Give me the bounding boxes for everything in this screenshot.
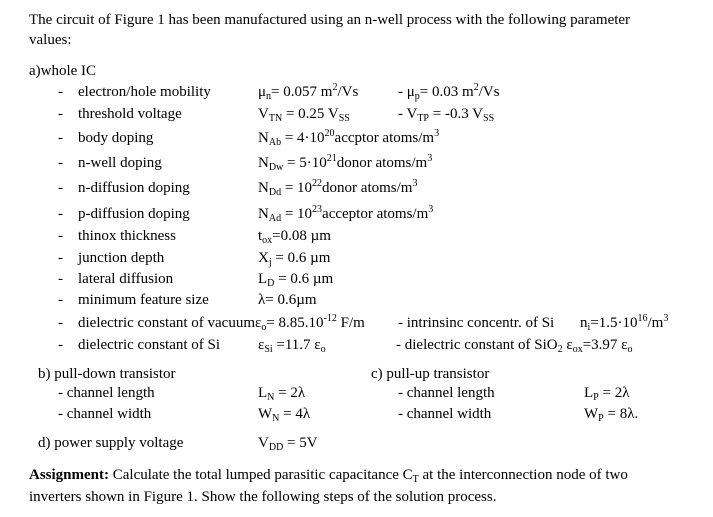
text-segment: V (258, 435, 269, 451)
bullet-dash: - (58, 206, 63, 222)
text-segment: μ (258, 84, 267, 100)
text-segment: = 0.6 µm (274, 271, 334, 287)
text-segment: ε (255, 315, 262, 331)
text-segment: N (258, 206, 269, 222)
text-segment: = 5·10 (283, 155, 327, 171)
text-segment: Calculate the total lumped parasitic capacitance C (109, 467, 413, 483)
text-segment: P (593, 392, 599, 403)
text-segment: = 8λ. (603, 406, 639, 422)
text-segment: L (258, 271, 268, 287)
param-value (258, 83, 358, 101)
text-segment: accptor atoms/m (334, 130, 435, 146)
text-segment: W (258, 406, 273, 422)
text-segment: Ad (268, 213, 282, 224)
text-segment: Dd (268, 187, 282, 198)
param-value-text (258, 155, 432, 171)
supply-voltage-value (258, 434, 318, 452)
pull-up-value (584, 384, 629, 402)
text-segment: =0.08 µm (272, 228, 331, 244)
param-value (258, 105, 350, 123)
pull-down-value (258, 405, 310, 423)
text-segment: 3 (412, 178, 418, 189)
text-segment: /Vs (478, 84, 500, 100)
param-extra-text (398, 84, 500, 100)
text-segment: = 0.6 µm (271, 250, 331, 266)
pull-up-label: - channel length (398, 385, 495, 401)
text-segment: F/m (336, 315, 365, 331)
pull-down-value (258, 384, 305, 402)
intro-line-1: The circuit of Figure 1 has been manufactured using an n-well process with the following parameter (29, 12, 631, 28)
text-segment: W (584, 406, 599, 422)
text-segment: = 0.057 m (271, 84, 333, 100)
pull-up-value-text (584, 406, 638, 422)
param-label (78, 314, 365, 332)
text-segment: 16 (637, 313, 648, 324)
text-segment: =11.7 ε (272, 337, 321, 353)
text-segment: = 8.85.10 (266, 315, 324, 331)
text-segment: 20 (324, 128, 335, 139)
param-label: body doping (78, 130, 154, 146)
text-segment: n (580, 315, 588, 331)
vacuum-value (255, 315, 365, 331)
text-segment: 3 (428, 204, 434, 215)
text-segment: = 0.03 m (419, 84, 474, 100)
param-value-text (258, 206, 433, 222)
bullet-dash: - (58, 250, 63, 266)
param-value-text (258, 271, 333, 287)
text-segment: = 4·10 (281, 130, 325, 146)
text-segment: = 4λ (279, 406, 311, 422)
text-segment: ox (262, 235, 273, 246)
si-value-text (258, 337, 326, 353)
text-segment: i (587, 322, 591, 333)
section-c-heading: c) pull-up transistor (371, 366, 490, 382)
text-segment: V (258, 106, 269, 122)
text-segment: L (584, 385, 594, 401)
text-segment: = 2λ (274, 385, 306, 401)
section-a-heading: a)whole IC (29, 63, 97, 79)
si-value (258, 336, 326, 354)
text-segment: ε (562, 337, 573, 353)
text-segment: acceptor atoms/m (322, 206, 429, 222)
bullet-dash: - (58, 337, 63, 353)
bullet-dash: - (58, 84, 63, 100)
intro-line-2: values: (29, 32, 72, 48)
sio2-value (558, 337, 633, 353)
text-segment: N (258, 180, 269, 196)
param-value (258, 205, 433, 223)
text-segment: Ab (268, 137, 282, 148)
text-segment: TN (268, 113, 283, 124)
vacuum-label: dielectric constant of vacuum (78, 315, 256, 331)
text-segment: SS (483, 113, 495, 124)
text-segment: X (258, 250, 269, 266)
assignment-line-1 (29, 466, 628, 484)
text-segment: 23 (312, 204, 323, 215)
param-value-text (258, 228, 331, 244)
param-label: thinox thickness (78, 228, 176, 244)
sio2-label-text: - dielectric constant of SiO (396, 337, 558, 353)
text-segment: Dw (268, 162, 284, 173)
text-segment: donor atoms/m (336, 155, 428, 171)
param-label: p-diffusion doping (78, 206, 190, 222)
param-value (258, 291, 317, 309)
text-segment: TP (417, 113, 429, 124)
text-segment: j (268, 257, 272, 268)
text-segment: P (598, 413, 604, 424)
text-segment: =1.5·10 (590, 315, 638, 331)
text-segment: 2 (473, 82, 479, 93)
text-segment: ox (572, 344, 583, 355)
bullet-dash: - (58, 155, 63, 171)
text-segment: SS (338, 113, 350, 124)
text-segment: 22 (312, 178, 323, 189)
sio2-label (396, 336, 632, 354)
text-segment: 21 (326, 153, 337, 164)
text-segment: /m (647, 315, 664, 331)
intrinsic-label: - intrinsinc concentr. of Si (398, 315, 555, 331)
text-segment: Si (264, 344, 273, 355)
param-value-text (258, 84, 358, 100)
text-segment: - V (398, 106, 418, 122)
param-extra-value (398, 83, 500, 101)
text-segment: at the interconnection node of two (418, 467, 628, 483)
param-value (258, 154, 432, 172)
text-segment: o (261, 322, 267, 333)
text-segment: 3 (663, 313, 669, 324)
param-value-text (258, 292, 317, 308)
section-b-heading: b) pull-down transistor (38, 366, 176, 382)
param-label: junction depth (78, 250, 165, 266)
text-segment: = 2λ (598, 385, 630, 401)
text-segment: 3 (427, 153, 433, 164)
assignment-text (109, 467, 628, 483)
text-segment: 2 (332, 82, 338, 93)
text-segment: = -0.3 V (428, 106, 484, 122)
param-value (258, 179, 417, 197)
param-extra-value (398, 105, 494, 123)
bullet-dash: - (58, 180, 63, 196)
text-segment: = 10 (281, 180, 313, 196)
assignment-line-2: inverters shown in Figure 1. Show the following steps of the solution process. (29, 489, 497, 505)
text-segment: ε (258, 337, 265, 353)
supply-voltage-text (258, 435, 318, 451)
param-extra-text (398, 106, 494, 122)
text-segment: o (320, 344, 326, 355)
text-segment: t (258, 228, 263, 244)
param-value (258, 227, 331, 245)
bullet-dash: - (58, 292, 63, 308)
pull-up-label: - channel width (398, 406, 492, 422)
param-value (258, 249, 330, 267)
text-segment: 2 (557, 344, 563, 355)
param-value-text (258, 106, 350, 122)
pull-down-value-text (258, 385, 305, 401)
param-label: lateral diffusion (78, 271, 174, 287)
param-label: n-diffusion doping (78, 180, 190, 196)
text-segment: T (412, 474, 419, 485)
bullet-dash: - (58, 106, 63, 122)
param-value-text (258, 130, 439, 146)
param-label: electron/hole mobility (78, 84, 211, 100)
bullet-dash: - (58, 228, 63, 244)
text-segment: -12 (323, 313, 337, 324)
param-value (258, 270, 333, 288)
text-segment: λ= 0.6µm (258, 292, 317, 308)
text-segment: 3 (434, 128, 440, 139)
text-segment: donor atoms/m (322, 180, 413, 196)
bullet-dash: - (58, 271, 63, 287)
text-segment: = 10 (281, 206, 313, 222)
pull-down-label: - channel length (58, 385, 155, 401)
intrinsic-value-text (580, 315, 668, 331)
text-segment: - μ (398, 84, 415, 100)
text-segment: n (266, 91, 272, 102)
text-segment: N (258, 130, 269, 146)
text-segment: N (258, 155, 269, 171)
pull-down-value-text (258, 406, 310, 422)
bullet-dash: - (58, 130, 63, 146)
pull-up-value-text (584, 385, 629, 401)
param-value-text (258, 180, 417, 196)
intrinsic-value (580, 314, 668, 332)
text-segment: o (627, 344, 633, 355)
text-segment: N (272, 413, 280, 424)
pull-down-label: - channel width (58, 406, 152, 422)
text-segment: p (414, 91, 420, 102)
bullet-dash: - (58, 315, 63, 331)
param-value (258, 129, 439, 147)
param-label: threshold voltage (78, 106, 182, 122)
text-segment: N (267, 392, 275, 403)
text-segment: = 5V (283, 435, 318, 451)
text-segment: = 0.25 V (282, 106, 339, 122)
text-segment: DD (268, 442, 284, 453)
assignment-label: Assignment: (29, 467, 110, 483)
text-segment: =3.97 ε (582, 337, 628, 353)
si-label: dielectric constant of Si (78, 337, 221, 353)
text-segment: L (258, 385, 268, 401)
section-d-heading: d) power supply voltage (38, 435, 184, 451)
param-label: minimum feature size (78, 292, 209, 308)
text-segment: /Vs (337, 84, 359, 100)
pull-up-value (584, 405, 638, 423)
param-label: n-well doping (78, 155, 162, 171)
param-value-text (258, 250, 330, 266)
text-segment: D (267, 278, 275, 289)
